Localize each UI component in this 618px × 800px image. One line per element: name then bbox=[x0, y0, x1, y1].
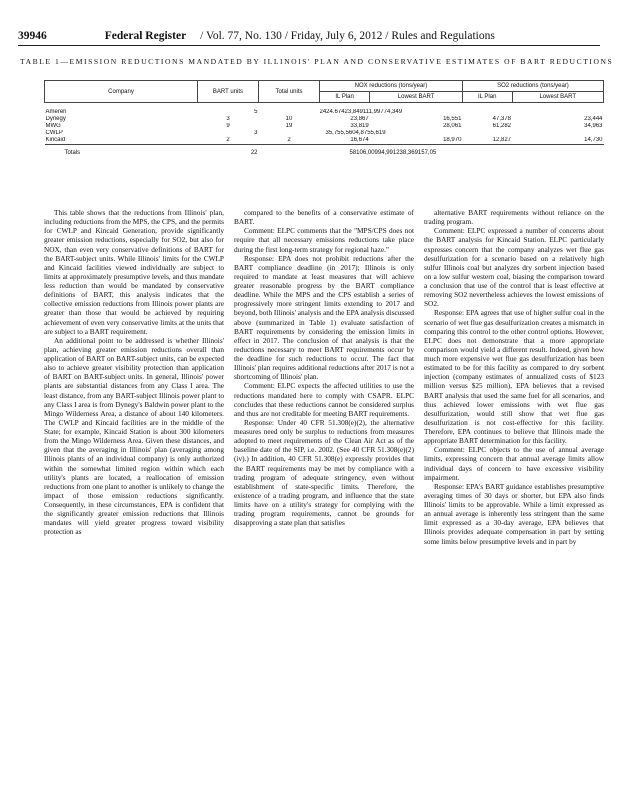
col-so2: SO2 reductions (tons/year) bbox=[462, 81, 603, 92]
column-2 bbox=[234, 208, 414, 792]
paragraph: This table shows that the reductions from Illinois' plan, including reductions from the MPS, the CPS, and the permits for CWLP and Kincaid Generation, provide significantly greater emission reductions, especially for SO2, but also for NOX, than even very conservative definitions of BART for the BART-subject units. While Illinois' limits for the CWLP and Kincaid facilities viewed individually are subject to limits at approximately presumptive levels, and thus mandate less reduction than would be mandated by conservative definitions of BART, this analysis indicates that the collective emission reductions from Illinois power plants are greater than those that would be achieved by requiring achievement of even very conservative limits at the units that are subject to a BART requirement. bbox=[44, 208, 224, 336]
paragraph: alternative BART requirements without reliance on the trading program. bbox=[424, 208, 604, 227]
col-nox-lowest-bart: Lowest BART bbox=[370, 92, 463, 103]
column-1 bbox=[44, 208, 224, 792]
emission-table bbox=[44, 80, 604, 157]
issue-info: / Vol. 77, No. 130 / Friday, July 6, 2012 / Rules and Regulations bbox=[200, 30, 495, 42]
table-row: Kincaid 2 2 16,674 18,970 12,827 14,730 bbox=[45, 137, 603, 143]
table-row: Dynegy 3 10 23,867 16,551 47,378 23,444 bbox=[45, 116, 603, 122]
col-so2-il-plan: IL Plan bbox=[462, 92, 512, 103]
page-number: 39946 bbox=[18, 30, 47, 42]
table-row: CWLP 3 35,755,5604,8755,619 bbox=[45, 130, 386, 136]
col-nox-il-plan: IL Plan bbox=[320, 92, 370, 103]
paragraph: Response: EPA's BART guidance establishes presumptive averaging times of 30 days or shorter, but EPA also finds Illinois' limits to be approvable. While a limit expressed as an annual average is inherently less stringent than the same limit expressed as a 30-day average, EPA believes that Illinois provides adequate compensation in part by setting some limits below presumptive levels and in part by bbox=[424, 481, 604, 546]
journal-title: Federal Register bbox=[104, 30, 187, 42]
col-company: Company bbox=[45, 81, 198, 103]
paragraph: Comment: ELPC objects to the use of annual average limits, expressing concern that annual average limits allow individual days of concern to have excessive visibility impairment. bbox=[424, 445, 604, 482]
paragraph: compared to the benefits of a conservative estimate of BART. bbox=[234, 208, 414, 227]
col-nox: NOX reductions (tons/year) bbox=[320, 81, 463, 92]
col-bart-units: BART units bbox=[198, 81, 259, 103]
paragraph: Response: Under 40 CFR 51.308(e)(2), the alternative measures need only be surplus to reductions from measures adopted to meet requirements of the Clean Air Act as of the baseline date of the SIP, i.e. 2002. (See 40 CFR 51.308(e)(2)(iv).) In addition, 40 CFR 51.308(e) expressly provides that the BART requirements may be met by compliance with a trading program of adequate stringency, even without establishment of state-specific limits. Therefore, the existence of a trading program, and influence that the state limits have on a utility's strategy for complying with the trading program requirements, cannot be grounds for disapproving a state plan that satisfies bbox=[234, 417, 414, 528]
col-so2-lowest-bart: Lowest BART bbox=[512, 92, 603, 103]
table-caption: TABLE 1—EMISSION REDUCTIONS MANDATED BY ILLINOIS' PLAN AND CONSERVATIVE ESTIMATES OF BART REDUCTIONS bbox=[20, 57, 614, 66]
page-header bbox=[18, 30, 600, 42]
col-total-units: Total units bbox=[259, 81, 320, 103]
paragraph: Comment: ELPC expressed a number of concerns about the BART analysis for Kincaid Station. ELPC particularly expresses concern that the company analyzes wet flue gas desulfurization for a scenario based on a relatively high sulfur Illinois coal but analyzes dry sorbent injection based on a low sulfur western coal, biasing the comparison toward a conclusion that use of the control that is least effective at removing SO2 nevertheless achieves the lowest emissions of SO2. bbox=[424, 226, 604, 309]
table-row: Ameren 5 2424.67423,849111,99774,349 bbox=[45, 109, 403, 115]
body-text bbox=[44, 208, 604, 792]
column-3 bbox=[424, 208, 604, 792]
paragraph: Comment: ELPC expects the affected utilities to use the reductions mandated here to comply with CSAPR. ELPC concludes that these reductions cannot be considered surplus and thus are not creditable for meeting BART requirements. bbox=[234, 381, 414, 418]
totals-row: Totals 22 58106,00994,991238,369157,05 bbox=[45, 145, 604, 158]
paragraph: Response: EPA agrees that use of higher sulfur coal in the scenario of wet flue gas desulfurization creates a mismatch in comparing this control to the other control options. However, ELPC does not demonstrate that a more appropriate comparison would yield a different result. Indeed, given how much more expensive wet flue gas desulfurization has been estimated to be for this facility as compared to dry sorbent injection (company estimates of annualized costs of $123 million versus $25 million), EPA believes that a revised BART analysis that used the same fuel for all scenarios, and thus achieved lower emissions with wet flue gas desulfurization, would still show that wet flue gas desulfurization is not cost-effective for this facility. Therefore, EPA continues to believe that Illinois made the appropriate BART determination for this facility. bbox=[424, 308, 604, 446]
header-rule bbox=[18, 45, 600, 46]
paragraph: Comment: ELPC comments that the "MPS/CPS does not require that all necessary emissions reductions take place during the first long-term strategy for regional haze." bbox=[234, 226, 414, 254]
paragraph: An additional point to be addressed is whether Illinois' plan, achieving greater emission reductions overall than application of BART on BART-subject units, can be expected also to achieve greater visibility protection than application of BART on BART-subject units. In general, Illinois' power plants are substantial distances from any Class I area. The least distance, from any BART-subject Illinois power plant to any Class I area is from Dynegy's Baldwin power plant to the Mingo Wilderness Area, a distance of about 140 kilometers. The CWLP and Kincaid facilities are in the middle of the State; for example, Kincaid Station is about 300 kilometers from the Mingo Wilderness Area. Given these distances, and given that the averaging in Illinois' plan (averaging among Illinois plants of an individual company) is only authorized within the somewhat limited region within which each utility's plants are located, a reallocation of emission reductions from one plant to another is unlikely to change the impact of those emission reductions significantly. Consequently, in these circumstances, EPA is confident that the significantly greater emission reductions that Illinois mandates will yield greater progress toward visibility protection as bbox=[44, 335, 224, 537]
table-row: MWG 9 19 33,819 28,061 61,282 34,963 bbox=[45, 123, 603, 129]
table-header-row bbox=[45, 81, 604, 92]
paragraph: Response: EPA does not prohibit reductions after the BART compliance deadline (in 2017); Illinois is only required to mandate at least measures that will achieve greater reasonable progress by the BART compliance deadline. While the MPS and the CPS establish a series of progressively more stringent limits extending to 2017 and beyond, both Illinois' analysis and the EPA analysis discussed above (summarized in Table 1) evaluate satisfaction of BART requirements by considering the emission limits in effect in 2017. The conclusion of that analysis is that the reductions necessary to meet BART requirements occur by the deadline for such reductions to occur. The fact that Illinois' plan requires additional reductions after 2017 is not a shortcoming of Illinois' plan. bbox=[234, 253, 414, 382]
